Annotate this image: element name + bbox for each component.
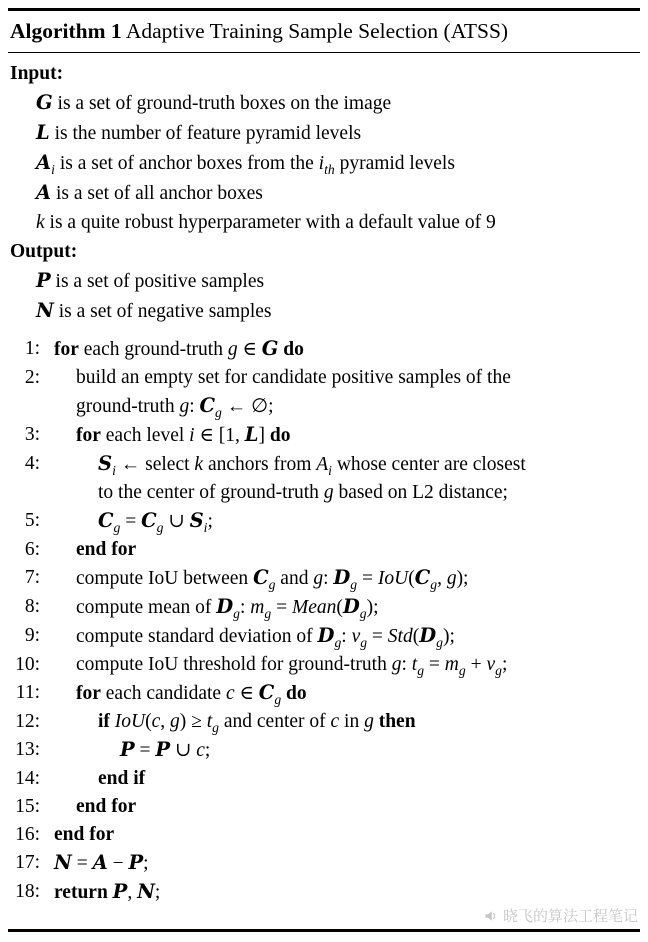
text-segment: g	[313, 568, 324, 589]
text-segment: =	[120, 511, 142, 532]
text-segment: compute IoU threshold for ground-truth	[76, 654, 392, 675]
text-segment: k	[36, 212, 45, 233]
line-content	[46, 507, 638, 536]
text-segment: N	[54, 851, 72, 874]
text-segment: C	[141, 509, 157, 532]
text-segment: );	[456, 568, 469, 589]
text-segment: ∪	[170, 740, 197, 761]
text-segment: :	[323, 568, 334, 589]
line-content	[46, 622, 638, 651]
algorithm-line-8	[10, 593, 638, 622]
text-segment: ← select	[115, 454, 195, 475]
line-content	[46, 849, 638, 878]
text-segment: C	[98, 509, 114, 532]
text-segment: is a set of ground-truth boxes on the image	[52, 93, 392, 114]
text-segment: g	[212, 719, 219, 735]
text-segment: S	[98, 452, 113, 475]
text-segment: D	[333, 566, 351, 589]
text-segment: end for	[54, 824, 115, 845]
line-number: 11:	[15, 682, 40, 703]
line-number: 18:	[15, 881, 40, 902]
algorithm-line-11	[10, 679, 638, 708]
text-segment: i	[189, 425, 195, 446]
text-segment: S	[189, 509, 204, 532]
watermark	[483, 905, 638, 926]
text-segment: D	[317, 624, 335, 647]
text-segment: (	[412, 626, 420, 647]
input-item	[10, 208, 638, 237]
text-segment: each ground-truth	[78, 339, 228, 360]
algorithm-line-16	[10, 821, 638, 849]
algorithm-line-9	[10, 622, 638, 651]
line-content	[46, 736, 638, 765]
text-segment: IoU	[114, 711, 146, 732]
text-segment: for	[76, 425, 101, 446]
text-segment: =	[424, 654, 445, 675]
text-segment: g	[391, 654, 402, 675]
text-segment: P	[120, 738, 135, 761]
text-segment: do	[286, 683, 307, 704]
text-segment: P	[36, 269, 51, 292]
text-segment: g	[334, 634, 342, 650]
line-number: 5:	[24, 510, 40, 531]
text-segment: A	[92, 851, 108, 874]
text-segment: end for	[76, 539, 137, 560]
algorithm-title	[8, 11, 640, 52]
text-segment: do	[269, 425, 291, 446]
line-number: 9:	[24, 625, 40, 646]
text-segment: i	[51, 161, 55, 177]
text-segment: g	[156, 519, 164, 535]
text-segment: g	[227, 339, 238, 360]
line-number: 14:	[15, 768, 40, 789]
text-segment: compute standard deviation of	[76, 626, 318, 647]
text-segment: =	[134, 740, 156, 761]
text-segment: is a set of anchor boxes from the	[54, 153, 319, 174]
text-segment: A	[316, 454, 329, 475]
text-segment: A	[36, 151, 52, 174]
input-item	[10, 118, 638, 148]
line-number: 8:	[24, 596, 40, 617]
text-segment: is a set of negative samples	[53, 301, 272, 322]
algorithm-line-5	[10, 507, 638, 536]
algorithm-line-18	[10, 878, 638, 907]
text-segment: N	[36, 299, 54, 322]
text-segment: ) ≥	[179, 711, 207, 732]
text-segment: :	[341, 626, 352, 647]
line-content	[46, 765, 638, 793]
line-content	[46, 421, 638, 450]
algorithm-line-6	[10, 536, 638, 564]
line-content	[46, 821, 638, 849]
input-item	[10, 178, 638, 208]
text-segment: P	[155, 738, 171, 761]
text-segment: C	[253, 566, 269, 589]
text-segment: ;	[204, 740, 211, 761]
line-number: 17:	[15, 852, 40, 873]
text-segment: and	[275, 568, 314, 589]
text-segment: for	[76, 683, 101, 704]
text-segment: g	[113, 519, 121, 535]
text-segment: (	[145, 711, 152, 732]
text-segment: c	[196, 740, 205, 761]
text-segment: g	[417, 662, 425, 678]
algorithm-line-1	[10, 335, 638, 364]
text-segment: compute IoU between	[76, 568, 254, 589]
input-item	[10, 88, 638, 118]
text-segment: based on L2 distance;	[333, 482, 508, 503]
text-segment: P	[112, 880, 128, 903]
text-segment: C	[199, 394, 216, 417]
text-segment: m	[250, 597, 265, 618]
text-segment: end if	[98, 768, 146, 789]
line-number: 6:	[24, 539, 40, 560]
text-segment: t	[206, 711, 213, 732]
output-items	[10, 266, 638, 326]
line-content	[46, 536, 638, 564]
line-content	[46, 450, 638, 507]
text-segment: each level	[100, 425, 190, 446]
text-segment: ,	[127, 882, 138, 903]
text-segment: ∈	[234, 683, 259, 704]
text-segment: L	[36, 121, 50, 144]
text-segment: i	[203, 519, 208, 535]
text-segment: =	[357, 568, 378, 589]
line-content	[46, 564, 638, 593]
text-segment: G	[36, 91, 53, 114]
text-segment: ;	[143, 853, 149, 874]
algorithm-line-2	[10, 364, 638, 421]
text-segment: IoU	[377, 568, 409, 589]
text-segment: g	[268, 576, 276, 592]
text-segment: ;	[154, 882, 161, 903]
text-segment: ∈ [1,	[194, 425, 245, 446]
text-segment: anchors from	[203, 454, 317, 475]
text-segment: do	[283, 339, 304, 360]
text-segment: g	[360, 634, 368, 650]
text-segment: −	[107, 853, 129, 874]
text-segment: g	[179, 396, 190, 417]
text-segment: and center of	[218, 711, 331, 732]
text-segment: Std	[387, 626, 413, 647]
text-segment: g	[233, 605, 240, 621]
text-segment: ,	[160, 711, 171, 732]
text-segment: g	[170, 711, 180, 732]
line-content	[46, 593, 638, 622]
text-segment: G	[261, 337, 279, 360]
text-segment: is a quite robust hyperparameter with a default value of 9	[44, 212, 496, 233]
algorithm-label: Algorithm 1	[10, 19, 122, 43]
text-segment: ← ∅;	[221, 396, 274, 417]
line-content	[46, 364, 638, 421]
text-segment: ]	[258, 425, 270, 446]
text-segment: (	[336, 597, 343, 618]
text-segment: ,	[437, 568, 447, 589]
text-segment: c	[225, 683, 235, 704]
line-number: 16:	[15, 824, 40, 845]
text-segment: D	[216, 595, 234, 618]
text-segment: v	[486, 654, 496, 675]
text-segment: Mean	[291, 597, 337, 618]
text-segment: g	[323, 482, 334, 503]
text-segment: g	[446, 568, 457, 589]
output-item	[10, 296, 638, 326]
algorithm-lines	[10, 335, 638, 907]
text-segment: ;	[207, 511, 213, 532]
algorithm-line-15	[10, 793, 638, 821]
text-segment: g	[350, 576, 358, 592]
line-content	[46, 708, 638, 736]
text-segment: C	[258, 681, 275, 704]
text-segment: +	[465, 654, 487, 675]
line-number: 12:	[15, 711, 40, 732]
text-segment: C	[414, 566, 431, 589]
text-segment: g	[264, 605, 272, 621]
output-heading: Output:	[10, 241, 78, 262]
line-content	[46, 793, 638, 821]
text-segment: =	[71, 853, 93, 874]
watermark-text: 晓飞的算法工程笔记	[502, 908, 638, 925]
text-segment: compute mean of	[76, 597, 217, 618]
algorithm-line-4	[10, 450, 638, 507]
text-segment: build an empty set for candidate positive samples of the	[76, 367, 511, 388]
speaker-icon	[483, 908, 499, 924]
input-item	[10, 148, 638, 178]
text-segment: P	[128, 851, 144, 874]
text-segment: A	[36, 181, 52, 204]
text-segment: is the number of feature pyramid levels	[49, 123, 362, 144]
algorithm-name: Adaptive Training Sample Selection (ATSS)	[121, 19, 509, 43]
text-segment: ground-truth	[76, 396, 180, 417]
line-content	[46, 335, 638, 364]
line-number: 7:	[24, 567, 40, 588]
text-segment: (	[408, 568, 415, 589]
text-segment: g	[364, 711, 374, 732]
text-segment: D	[342, 595, 360, 618]
text-segment: is a set of positive samples	[50, 271, 265, 292]
text-segment: N	[137, 880, 155, 903]
text-segment: g	[436, 634, 443, 650]
text-segment: :	[189, 396, 200, 417]
line-number: 3:	[24, 424, 40, 445]
text-segment: ∪	[163, 511, 190, 532]
line-number: 1:	[24, 338, 40, 359]
text-segment: g	[215, 404, 222, 420]
text-segment: ∈	[237, 339, 262, 360]
algorithm-line-17	[10, 849, 638, 878]
bottom-rule	[8, 929, 640, 932]
text-segment: :	[240, 597, 251, 618]
text-segment: );	[442, 626, 455, 647]
text-segment: L	[244, 423, 259, 446]
text-segment: if	[98, 711, 110, 732]
text-segment: =	[367, 626, 388, 647]
text-segment: for	[54, 339, 79, 360]
text-segment: each candidate	[100, 683, 226, 704]
text-segment: g	[359, 605, 367, 621]
algorithm-body	[8, 53, 640, 907]
text-segment: ;	[501, 654, 508, 675]
text-segment: to the center of ground-truth	[98, 482, 324, 503]
line-content	[46, 878, 638, 907]
text-segment: D	[419, 624, 437, 647]
text-segment: g	[274, 691, 282, 707]
text-segment: c	[330, 711, 340, 732]
text-segment: m	[444, 654, 459, 675]
output-item	[10, 266, 638, 296]
text-segment: i	[112, 462, 116, 478]
text-segment: t	[411, 654, 418, 675]
text-segment: return	[54, 882, 108, 903]
line-number: 10:	[15, 654, 40, 675]
text-segment: );	[366, 597, 379, 618]
algorithm-line-12	[10, 708, 638, 736]
text-segment: g	[458, 662, 466, 678]
text-segment: g	[430, 576, 438, 592]
text-segment: c	[151, 711, 161, 732]
text-segment: i	[318, 153, 325, 174]
algorithm-line-3	[10, 421, 638, 450]
text-segment: =	[271, 597, 292, 618]
line-content	[46, 651, 638, 679]
line-number: 4:	[24, 453, 40, 474]
text-segment: is a set of all anchor boxes	[51, 183, 263, 204]
line-content	[46, 679, 638, 708]
text-segment: i	[328, 462, 332, 478]
text-segment: whose center are closest	[331, 454, 526, 475]
text-segment: g	[495, 662, 502, 678]
text-segment: :	[401, 654, 412, 675]
text-segment: end for	[76, 796, 137, 817]
text-segment: k	[194, 454, 204, 475]
line-number: 13:	[15, 739, 40, 760]
text-segment: th	[324, 161, 335, 177]
text-segment: v	[351, 626, 361, 647]
input-items	[10, 88, 638, 237]
algorithm-line-10	[10, 651, 638, 679]
algorithm-line-14	[10, 765, 638, 793]
line-number: 15:	[15, 796, 40, 817]
algorithm-line-13	[10, 736, 638, 765]
input-heading: Input:	[10, 63, 64, 84]
algorithm-line-7	[10, 564, 638, 593]
text-segment: in	[339, 711, 365, 732]
text-segment: then	[378, 711, 416, 732]
line-number: 2:	[24, 367, 40, 388]
text-segment: pyramid levels	[334, 153, 455, 174]
